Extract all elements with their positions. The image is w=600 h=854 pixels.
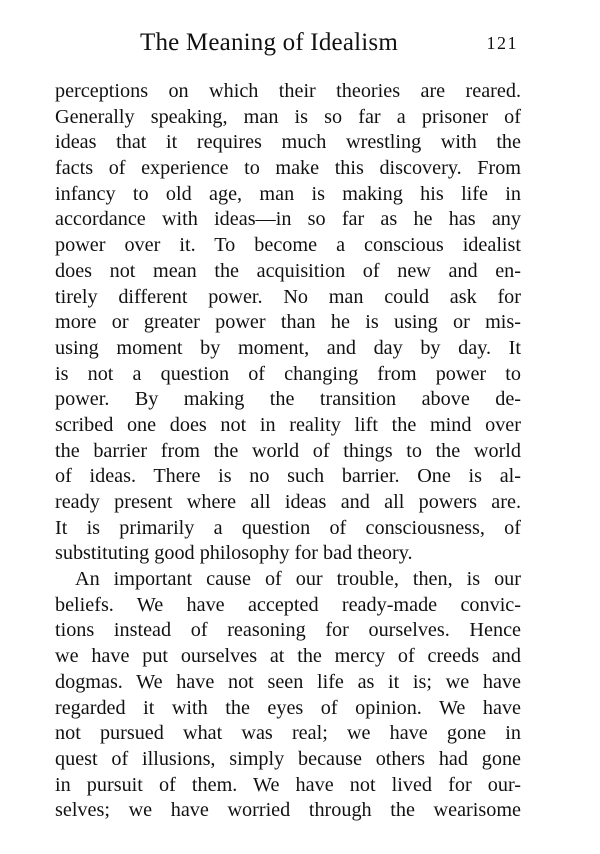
text-line: dogmas. We have not seen life as it is; we have xyxy=(55,670,521,693)
text-line: Generally speaking, man is so far a prisoner of xyxy=(55,105,521,128)
text-line: in pursuit of them. We have not lived for our- xyxy=(55,773,521,796)
text-line: of ideas. There is no such barrier. One is al- xyxy=(55,465,521,488)
chapter-title: The Meaning of Idealism xyxy=(140,29,398,56)
text-line: tirely different power. No man could ask for xyxy=(55,285,521,308)
text-line: ideas that it requires much wrestling with the xyxy=(55,131,521,154)
text-line: It is primarily a question of consciousness, of xyxy=(55,516,521,539)
text-line: not pursued what was real; we have gone in xyxy=(55,722,521,745)
running-header xyxy=(56,28,518,58)
paragraph-end-line: substituting good philosophy for bad theory. xyxy=(55,542,413,565)
text-line: tions instead of reasoning for ourselves. Hence xyxy=(55,619,521,642)
text-line: ready present where all ideas and all powers are. xyxy=(55,491,521,513)
body-text xyxy=(55,79,521,824)
text-line: perceptions on which their theories are reared. xyxy=(55,80,521,102)
text-line: quest of illusions, simply because others had gone xyxy=(55,747,521,770)
text-line: infancy to old age, man is making his life in xyxy=(55,182,521,205)
text-line: the barrier from the world of things to the world xyxy=(55,439,521,462)
text-line: power over it. To become a conscious idealist xyxy=(55,234,521,257)
paragraph-start-line: An important cause of our trouble, then, is our xyxy=(75,568,521,591)
text-line: does not mean the acquisition of new and en- xyxy=(55,259,521,282)
text-line: regarded it with the eyes of opinion. We have xyxy=(55,696,521,719)
page-number: 121 xyxy=(486,33,518,53)
text-line: power. By making the transition above de- xyxy=(55,388,521,411)
text-line: more or greater power than he is using or mis- xyxy=(55,311,521,334)
text-line: we have put ourselves at the mercy of creeds and xyxy=(55,645,521,668)
text-line: scribed one does not in reality lift the mind over xyxy=(55,413,521,436)
text-line: beliefs. We have accepted ready-made convic- xyxy=(55,593,521,616)
text-line: facts of experience to make this discovery. From xyxy=(55,157,521,180)
text-line: using moment by moment, and day by day. It xyxy=(55,336,521,359)
text-line: selves; we have worried through the wearisome xyxy=(55,799,521,822)
text-line: is not a question of changing from power to xyxy=(55,362,521,385)
text-line: accordance with ideas—in so far as he has any xyxy=(55,208,521,231)
